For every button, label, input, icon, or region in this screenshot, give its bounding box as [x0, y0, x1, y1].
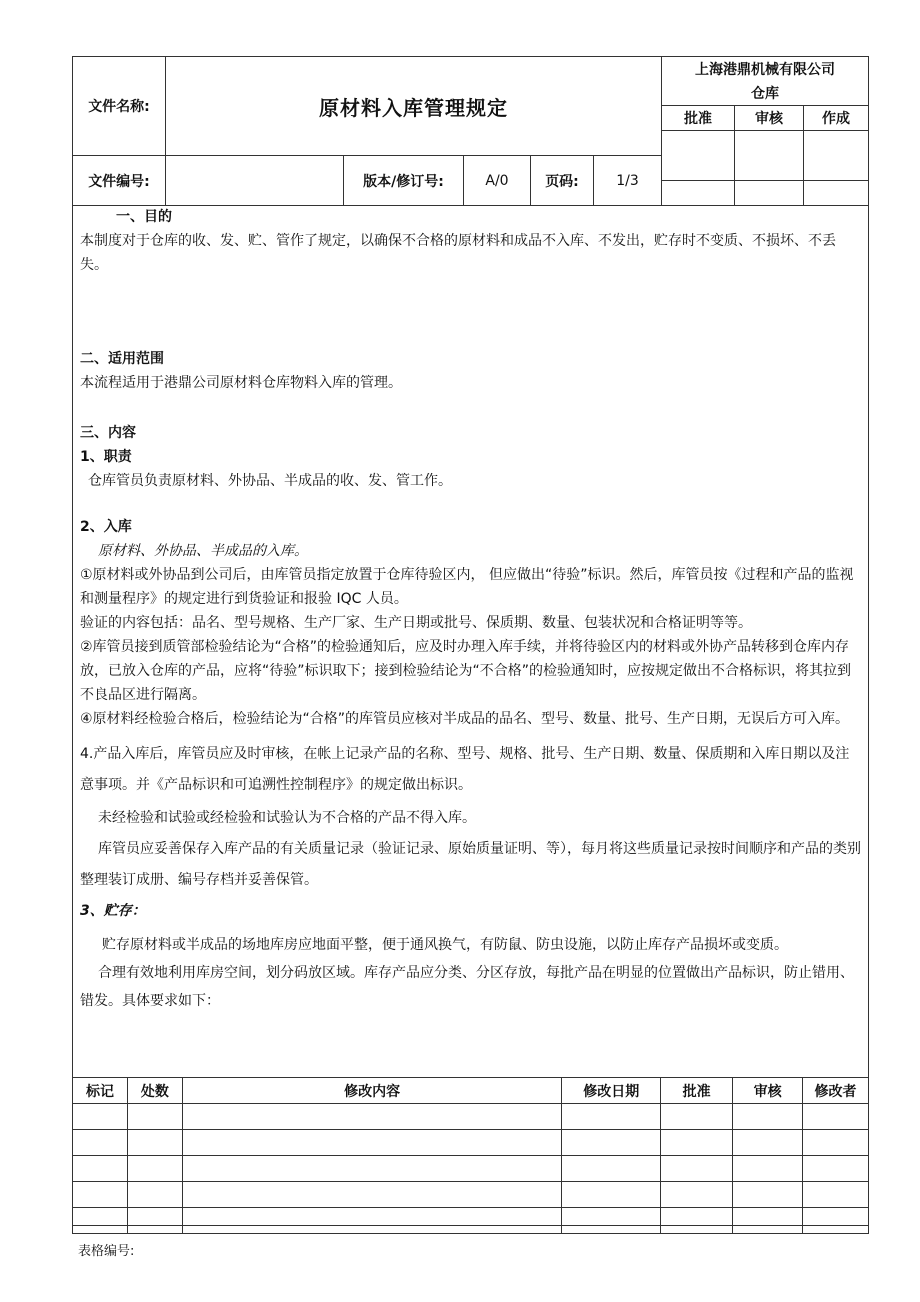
- paragraph-5: 未经检验和试验或经检验和试验认为不合格的产品不得入库。: [98, 810, 476, 826]
- paragraph-6: 库管员应妥善保存入库产品的有关质量记录（验证记录、原始质量证明、等），每月将这些质量记录按时间顺序和产品的类别整理装订成册、编号存档并妥善保管。: [80, 841, 861, 888]
- table-row: [73, 1104, 869, 1130]
- subsection-2-title: 2、入库: [80, 519, 132, 535]
- section-3-title: 三、内容: [80, 425, 136, 441]
- revision-header-count: 处数: [127, 1078, 182, 1104]
- approve-signature-box: [661, 130, 735, 181]
- paragraph-8: 合理有效地利用库房空间，划分码放区域。库存产品应分类、分区存放，每批产品在明显的位置做出产品标识，防止错用、错发。具体要求如下：: [80, 965, 854, 1009]
- paragraph-7: 贮存原材料或半成品的场地库房应地面平整，便于通风换气，有防鼠、防虫设施，以防止库存产品损坏或变质。: [102, 937, 788, 953]
- paragraph-4: 4.产品入库后，库管员应及时审核，在帐上记录产品的名称、型号、规格、批号、生产日期、数量、保质期和入库日期以及注意事项。并《产品标识和可追溯性控制程序》的规定做出标识。: [80, 746, 850, 793]
- company-block: [661, 56, 869, 106]
- file-no-value: [165, 155, 344, 206]
- revision-header-row: [73, 1078, 869, 1104]
- version-label: 版本/修订号:: [343, 155, 464, 206]
- table-row: [73, 1208, 869, 1234]
- document-title: 原材料入库管理规定: [165, 56, 662, 156]
- review-label: 审核: [734, 105, 804, 131]
- page-label: 页码:: [530, 155, 594, 206]
- review-signature-box: [734, 130, 804, 181]
- version-value: A/0: [463, 155, 531, 206]
- section-2-text: 本流程适用于港鼎公司原材料仓库物料入库的管理。: [80, 375, 402, 391]
- item-2-text: ②库管员接到质管部检验结论为“合格”的检验通知后，应及时办理入库手续，并将待验区内的材料或外协产品转移到仓库内存放，已放入仓库的产品，应将“待验”标识取下；接到检验结论为“不合格”的检验通知时，应按规定做出不合格标识，将其拉到不良品区进行隔离。: [80, 639, 852, 703]
- item-1-text: ①原材料或外协品到公司后，由库管员指定放置于仓库待验区内， 但应做出“待验”标识。然后，库管员按《过程和产品的监视和测量程序》的规定进行到货验证和报验 IQC 人员。: [80, 567, 854, 607]
- revision-header-content: 修改内容: [182, 1078, 561, 1104]
- item-1b-text: 验证的内容包括：品名、型号规格、生产厂家、生产日期或批号、保质期、数量、包装状况和合格证明等等。: [80, 615, 752, 631]
- revision-header-approve: 批准: [661, 1078, 733, 1104]
- author-signature-box: [803, 130, 869, 181]
- table-row: [73, 1156, 869, 1182]
- approve-date-box: [661, 180, 735, 206]
- subsection-1-title: 1、职责: [80, 449, 132, 465]
- department-name: 仓库: [751, 86, 779, 102]
- author-date-box: [803, 180, 869, 206]
- revision-header-modifier: 修改者: [803, 1078, 869, 1104]
- document-body: [80, 205, 862, 1015]
- subsection-1-text: 仓库管员负责原材料、外协品、半成品的收、发、管工作。: [88, 473, 452, 489]
- approve-label: 批准: [661, 105, 735, 131]
- section-1-title: 一、目的: [116, 209, 172, 225]
- subsection-2-intro: 原材料、外协品、半成品的入库。: [98, 543, 308, 559]
- revision-table: [72, 1077, 869, 1234]
- section-2-title: 二、适用范围: [80, 351, 164, 367]
- page-value: 1/3: [593, 155, 662, 206]
- company-name: 上海港鼎机械有限公司: [695, 62, 835, 78]
- file-name-label: 文件名称:: [72, 56, 166, 156]
- item-4-text: ④原材料经检验合格后，检验结论为“合格”的库管员应核对半成品的品名、型号、数量、批号、生产日期，无误后方可入库。: [80, 711, 850, 727]
- author-label: 作成: [803, 105, 869, 131]
- review-date-box: [734, 180, 804, 206]
- revision-header-date: 修改日期: [562, 1078, 661, 1104]
- table-row: [73, 1182, 869, 1208]
- revision-header-mark: 标记: [73, 1078, 128, 1104]
- subsection-3-title: 3、贮存：: [80, 903, 146, 919]
- revision-header-review: 审核: [733, 1078, 803, 1104]
- section-1-text: 本制度对于仓库的收、发、贮、管作了规定，以确保不合格的原材料和成品不入库、不发出，贮存时不变质、不损坏、不丢失。: [80, 233, 836, 273]
- table-row: [73, 1130, 869, 1156]
- form-no-label: 表格编号:: [78, 1244, 135, 1259]
- file-no-label: 文件编号:: [72, 155, 166, 206]
